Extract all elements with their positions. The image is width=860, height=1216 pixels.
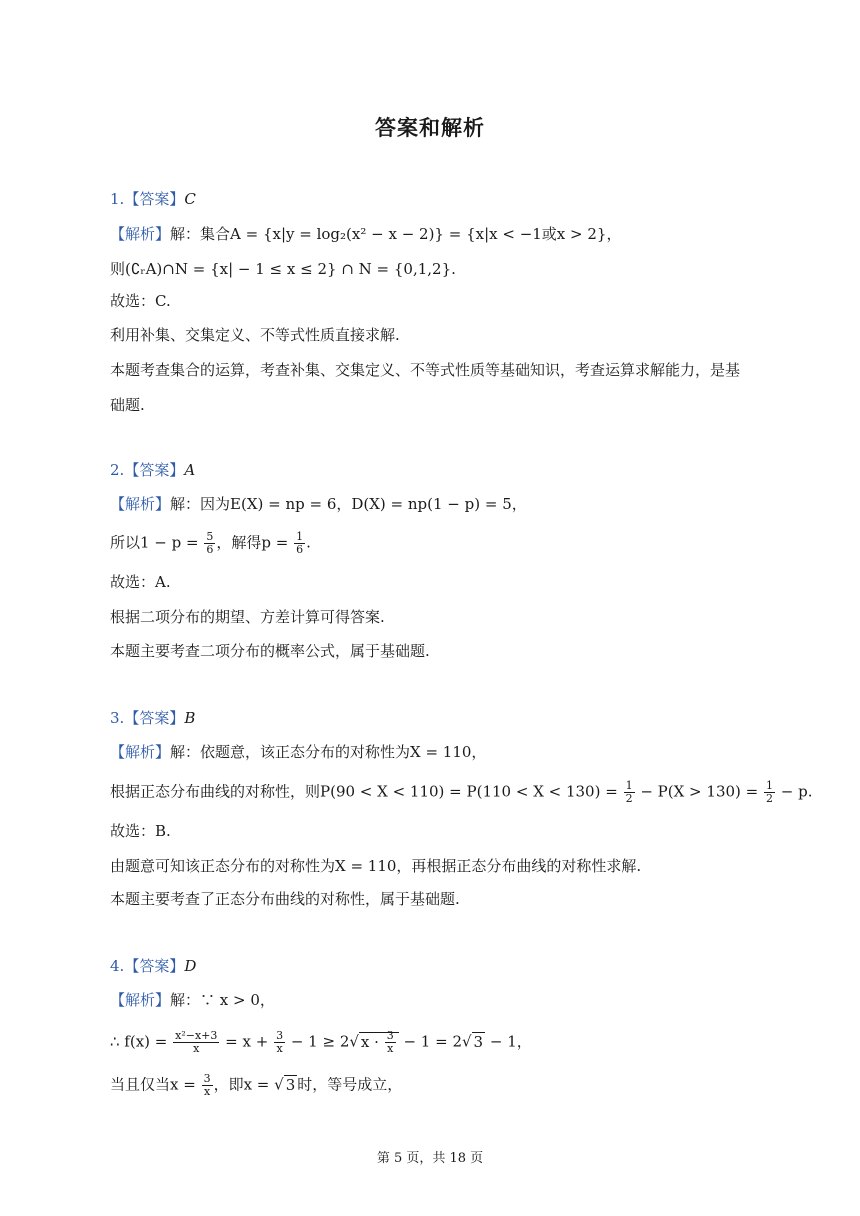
q3-text-4: 由题意可知该正态分布的对称性为X = 110，再根据正态分布曲线的对称性求解. [110, 857, 642, 875]
q1-text-6: 础题. [110, 396, 145, 414]
q4-text-3c: 时，等号成立， [297, 1075, 403, 1094]
sqrt-radical: √ [461, 1032, 472, 1051]
q2-text-2a: 所以1 − p = [110, 533, 204, 552]
q4-text-3 [110, 1073, 402, 1098]
q1-analysis-tag: 【解析】 [110, 225, 171, 243]
q3-text-1: 解：依题意，该正态分布的对称性为X = 110， [170, 743, 487, 761]
q4-fraction-2 [274, 1030, 285, 1055]
q4-sqrt-1 [359, 1029, 399, 1055]
q3-text-5: 本题主要考查了正态分布曲线的对称性，属于基础题. [110, 890, 460, 908]
q1-answer-line [110, 188, 196, 210]
fraction-numerator: x²−x+3 [175, 1029, 218, 1042]
q1-text-1: 解：集合A = {x|y = log₂(x² − x − 2)} = {x|x < −1或x > 2}， [170, 225, 622, 243]
q1-number: 1. [110, 190, 125, 208]
fraction-denominator: 2 [765, 792, 773, 805]
q2-answer-line [110, 459, 195, 481]
sqrt-radical: √ [349, 1032, 359, 1051]
q4-number: 4. [110, 957, 125, 975]
fraction-numerator: 1 [765, 779, 773, 792]
q4-fraction-1 [173, 1030, 219, 1055]
q4-text-3a: 当且仅当x = [110, 1075, 201, 1094]
q3-text-2b: − P(X > 130) = [635, 782, 763, 801]
q2-analysis-tag: 【解析】 [110, 495, 171, 513]
page-title: 答案和解析 [375, 116, 485, 140]
q2-text-2b: ，解得p = [216, 533, 294, 552]
q4-text-2b: = x + [220, 1032, 274, 1051]
sqrt-content: x · [360, 1032, 384, 1051]
q2-text-5: 本题主要考查二项分布的概率公式，属于基础题. [110, 642, 430, 660]
q3-text-3: 故选：B. [110, 822, 171, 840]
q4-text-2a: ∴ f(x) = [110, 1032, 173, 1051]
fraction-numerator: 3 [386, 1029, 394, 1042]
q1-text-3: 故选：C. [110, 292, 171, 310]
q4-fraction-3 [385, 1030, 396, 1055]
fraction-denominator: 2 [625, 792, 633, 805]
q4-analysis-tag: 【解析】 [110, 991, 171, 1009]
q4-text-2c: − 1 ≥ 2 [286, 1032, 350, 1051]
q4-analysis-line-1 [110, 989, 275, 1011]
q3-text-2c: − p. [775, 782, 813, 801]
q3-analysis-tag: 【解析】 [110, 743, 171, 761]
q1-answer-tag: 【答案】 [124, 190, 185, 208]
q4-sqrt-2: 3 [473, 1032, 484, 1051]
fraction-denominator: x [193, 1042, 200, 1055]
q4-text-2e: − 1， [485, 1032, 532, 1051]
q2-fraction-1 [204, 531, 215, 556]
q3-text-2 [110, 780, 812, 805]
q3-answer: B [184, 709, 196, 727]
page-footer: 第 5 页，共 18 页 [376, 1151, 484, 1166]
fraction-numerator: 1 [296, 530, 304, 543]
q4-text-3b: ，即x = [213, 1075, 275, 1094]
fraction-denominator: 6 [206, 543, 214, 556]
q2-analysis-line-1 [110, 493, 527, 515]
q3-answer-tag: 【答案】 [124, 709, 185, 727]
q1-text-5: 本题考查集合的运算，考查补集、交集定义、不等式性质等基础知识，考查运算求解能力，是基 [110, 361, 741, 379]
q2-text-1: 解：因为E(X) = np = 6，D(X) = np(1 − p) = 5， [170, 495, 527, 513]
q2-text-3: 故选：A. [110, 573, 171, 591]
sqrt-radical: √ [274, 1075, 284, 1094]
q2-text-2 [110, 531, 311, 556]
fraction-denominator: x [276, 1042, 283, 1055]
q3-fraction-2 [764, 780, 775, 805]
q2-answer: A [184, 461, 196, 479]
q3-number: 3. [110, 709, 125, 727]
q1-text-4: 利用补集、交集定义、不等式性质直接求解. [110, 326, 400, 344]
q2-number: 2. [110, 461, 125, 479]
q4-text-1: 解：∵ x > 0， [170, 991, 275, 1009]
fraction-denominator: x [387, 1042, 394, 1055]
fraction-numerator: 5 [206, 530, 214, 543]
fraction-numerator: 3 [203, 1072, 211, 1085]
q1-text-2: 则(∁ᵣA)∩N = {x| − 1 ≤ x ≤ 2} ∩ N = {0,1,2}. [110, 260, 456, 278]
q4-sqrt-3: 3 [285, 1075, 296, 1094]
q3-analysis-line-1 [110, 741, 486, 763]
fraction-numerator: 3 [276, 1029, 284, 1042]
q3-fraction-1 [624, 780, 635, 805]
q1-analysis-line-1 [110, 223, 621, 245]
q3-answer-line [110, 707, 195, 729]
q1-answer: C [184, 190, 196, 208]
q3-text-2a: 根据正态分布曲线的对称性，则P(90 < X < 110) = P(110 < X < 130) = [110, 782, 623, 801]
q2-text-4: 根据二项分布的期望、方差计算可得答案. [110, 608, 385, 626]
q2-fraction-2 [294, 531, 305, 556]
q2-answer-tag: 【答案】 [124, 461, 185, 479]
q2-text-2c: . [306, 533, 311, 552]
fraction-numerator: 1 [625, 779, 633, 792]
q4-answer-line [110, 955, 196, 977]
q4-text-2 [110, 1030, 532, 1055]
q4-text-2d: − 1 = 2 [398, 1032, 462, 1051]
q4-answer: D [184, 957, 197, 975]
fraction-denominator: 6 [296, 543, 304, 556]
q4-answer-tag: 【答案】 [124, 957, 185, 975]
q4-fraction-4 [202, 1073, 213, 1098]
fraction-denominator: x [203, 1085, 211, 1098]
